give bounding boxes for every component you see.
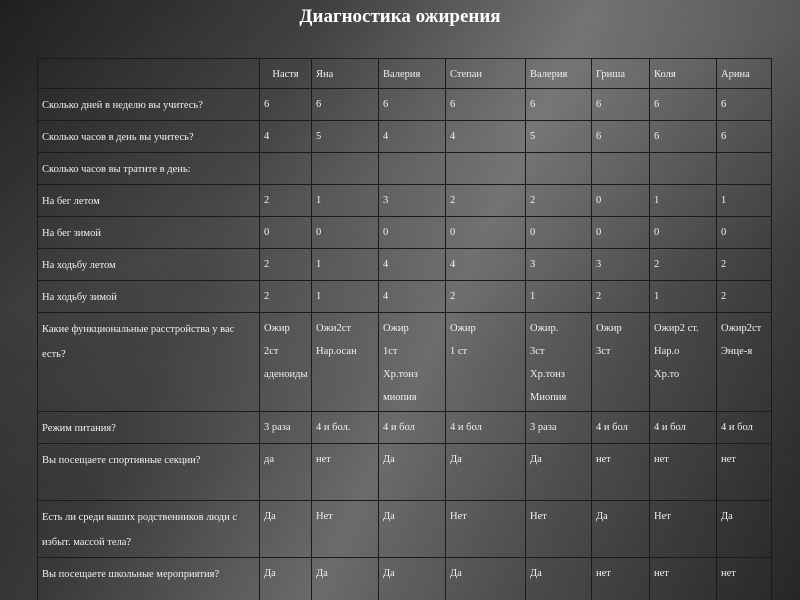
answer-cell: Да (379, 558, 446, 600)
question-cell: Вы посещаете спортивные секции? (38, 444, 260, 501)
answer-cell: 5 (526, 121, 592, 153)
answer-cell: Да (312, 558, 379, 600)
answer-cell: 2 (260, 185, 312, 217)
answer-cell: 3 (592, 249, 650, 281)
answer-cell: 2 (260, 281, 312, 313)
question-cell: На ходьбу зимой (38, 281, 260, 313)
answer-cell: 6 (717, 89, 772, 121)
answer-cell: 6 (260, 89, 312, 121)
answer-cell: 3 раза (260, 412, 312, 444)
question-cell: Сколько часов вы тратите в день: (38, 153, 260, 185)
answer-cell: 0 (379, 217, 446, 249)
answer-cell (526, 153, 592, 185)
question-cell: Есть ли среди ваших родственников люди с избыт. массой тела? (38, 501, 260, 558)
answer-cell: Нет (312, 501, 379, 558)
answer-cell: 4 и бол (650, 412, 717, 444)
answer-cell: 0 (260, 217, 312, 249)
answer-cell: Да (446, 444, 526, 501)
answer-cell: 0 (592, 217, 650, 249)
page-title: Диагностика ожирения (299, 6, 501, 27)
answer-cell: 4 (379, 249, 446, 281)
answer-cell (446, 153, 526, 185)
answer-cell: 4 и бол (592, 412, 650, 444)
answer-cell: 4 (446, 121, 526, 153)
question-cell: Сколько дней в неделю вы учитесь? (38, 89, 260, 121)
answer-cell: Нет (526, 501, 592, 558)
answer-cell: 4 и бол (446, 412, 526, 444)
answer-cell: 0 (650, 217, 717, 249)
answer-cell: нет (717, 558, 772, 600)
answer-cell: Ожи2ст Нар.осан (312, 313, 379, 412)
answer-cell: 1 (650, 185, 717, 217)
answer-cell: 4 и бол. (312, 412, 379, 444)
answer-cell: 2 (446, 185, 526, 217)
answer-cell: 0 (312, 217, 379, 249)
question-cell: Сколько часов в день вы учитесь? (38, 121, 260, 153)
answer-cell: нет (592, 558, 650, 600)
answer-cell: 4 (260, 121, 312, 153)
answer-cell: 1 (650, 281, 717, 313)
answer-cell (650, 153, 717, 185)
answer-cell: 2 (717, 249, 772, 281)
answer-cell: 4 (379, 281, 446, 313)
question-cell: Вы посещаете школьные мероприятия? (38, 558, 260, 600)
table-row (38, 217, 772, 249)
table-row (38, 153, 772, 185)
answer-cell: да (260, 444, 312, 501)
answer-cell: Ожир 1ст Хр.тонз миопия (379, 313, 446, 412)
table-row (38, 501, 772, 558)
question-cell: На бег зимой (38, 217, 260, 249)
question-cell: Какие функциональные расстройства у вас есть? (38, 313, 260, 412)
answer-cell: 6 (312, 89, 379, 121)
answer-cell: 6 (592, 121, 650, 153)
header-cell: Настя (260, 59, 312, 89)
header-cell: Арина (717, 59, 772, 89)
answer-cell: Ожир2ст Энце-я (717, 313, 772, 412)
answer-cell (717, 153, 772, 185)
answer-cell: 4 и бол (717, 412, 772, 444)
answer-cell: 2 (260, 249, 312, 281)
answer-cell: 3 (379, 185, 446, 217)
answer-cell: Ожир2 ст. Нар.о Хр.то (650, 313, 717, 412)
answer-cell: 2 (592, 281, 650, 313)
header-cell: Коля (650, 59, 717, 89)
answer-cell: 6 (446, 89, 526, 121)
header-cell (38, 59, 260, 89)
answer-cell: Нет (446, 501, 526, 558)
table-row (38, 121, 772, 153)
answer-cell: 0 (526, 217, 592, 249)
header-cell: Гриша (592, 59, 650, 89)
answer-cell: Да (446, 558, 526, 600)
answer-cell: 4 и бол (379, 412, 446, 444)
answer-cell: Ожир. 3ст Хр.тонз Миопия (526, 313, 592, 412)
answer-cell: 4 (379, 121, 446, 153)
header-cell: Яна (312, 59, 379, 89)
answer-cell: 0 (446, 217, 526, 249)
table-row (38, 313, 772, 412)
answer-cell: нет (592, 444, 650, 501)
question-cell: На ходьбу летом (38, 249, 260, 281)
header-cell: Степан (446, 59, 526, 89)
answer-cell: Да (592, 501, 650, 558)
answer-cell: Да (379, 501, 446, 558)
answer-cell: нет (312, 444, 379, 501)
answer-cell: нет (650, 444, 717, 501)
table-row (38, 558, 772, 600)
answer-cell: 6 (650, 89, 717, 121)
answer-cell: Ожир 3ст (592, 313, 650, 412)
answer-cell: Да (717, 501, 772, 558)
answer-cell: 0 (717, 217, 772, 249)
answer-cell: Да (260, 501, 312, 558)
answer-cell: Да (526, 444, 592, 501)
table-row (38, 281, 772, 313)
table-header-row (38, 59, 772, 89)
diagnostics-table (37, 58, 772, 600)
answer-cell: 1 (312, 281, 379, 313)
answer-cell: нет (650, 558, 717, 600)
answer-cell (260, 153, 312, 185)
answer-cell: 2 (650, 249, 717, 281)
answer-cell: 6 (379, 89, 446, 121)
answer-cell: Нет (650, 501, 717, 558)
answer-cell (379, 153, 446, 185)
answer-cell: Ожир 2ст аденоиды (260, 313, 312, 412)
table-row (38, 444, 772, 501)
answer-cell: 1 (526, 281, 592, 313)
answer-cell: 2 (526, 185, 592, 217)
header-cell: Валерия (379, 59, 446, 89)
answer-cell: 1 (312, 249, 379, 281)
answer-cell: Да (526, 558, 592, 600)
answer-cell: 6 (526, 89, 592, 121)
header-cell: Валерия (526, 59, 592, 89)
table-row (38, 185, 772, 217)
answer-cell: 4 (446, 249, 526, 281)
question-cell: Режим питания? (38, 412, 260, 444)
answer-cell: 2 (446, 281, 526, 313)
answer-cell: Да (379, 444, 446, 501)
table-row (38, 249, 772, 281)
answer-cell: 3 раза (526, 412, 592, 444)
answer-cell: нет (717, 444, 772, 501)
answer-cell: 2 (717, 281, 772, 313)
answer-cell: 6 (592, 89, 650, 121)
answer-cell: 1 (717, 185, 772, 217)
answer-cell (592, 153, 650, 185)
question-cell: На бег летом (38, 185, 260, 217)
answer-cell: Ожир 1 ст (446, 313, 526, 412)
answer-cell: 6 (650, 121, 717, 153)
answer-cell: 0 (592, 185, 650, 217)
answer-cell: Да (260, 558, 312, 600)
table-row (38, 412, 772, 444)
answer-cell: 3 (526, 249, 592, 281)
answer-cell: 5 (312, 121, 379, 153)
answer-cell: 1 (312, 185, 379, 217)
answer-cell (312, 153, 379, 185)
answer-cell: 6 (717, 121, 772, 153)
table-row (38, 89, 772, 121)
